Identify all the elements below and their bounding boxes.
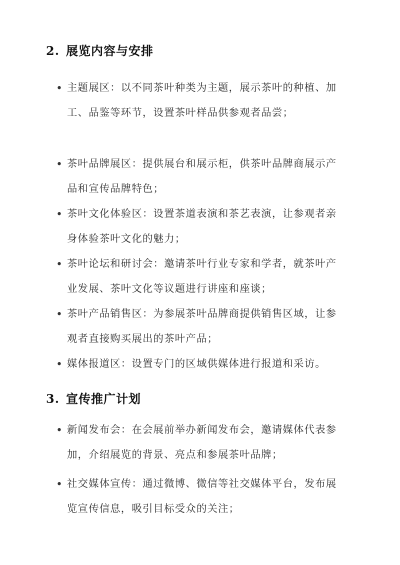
section-2-title: 展览内容与安排 xyxy=(66,44,154,58)
bullet-icon: • xyxy=(56,478,63,491)
list-item-text: 新闻发布会：在会展前举办新闻发布会，邀请媒体代表参加，介绍展览的背景、亮点和参展茶叶品牌； xyxy=(67,425,337,461)
list-item-text: 社交媒体宣传：通过微博、微信等社交媒体平台，发布展览宣传信息，吸引目标受众的关注； xyxy=(67,479,337,515)
list-item-text: 主题展区：以不同茶叶种类为主题，展示茶叶的种植、加工、品鉴等环节，设置茶叶样品供参观者品尝； xyxy=(67,83,337,119)
section-2-heading xyxy=(46,42,154,59)
list-item-text: 茶叶文化体验区：设置茶道表演和茶艺表演，让参观者亲身体验茶叶文化的魅力； xyxy=(67,209,337,245)
list-item xyxy=(56,418,346,468)
section-3-number: 3. xyxy=(46,392,60,406)
bullet-icon: • xyxy=(56,424,63,437)
bullet-icon: • xyxy=(56,158,63,171)
section-3-title: 宣传推广计划 xyxy=(66,392,142,406)
list-item xyxy=(56,252,346,302)
section-2-number: 2. xyxy=(46,44,60,58)
bullet-icon: • xyxy=(56,208,63,221)
list-item-text: 茶叶论坛和研讨会：邀请茶叶行业专家和学者，就茶叶产业发展、茶叶文化等议题进行讲座和座谈； xyxy=(67,259,337,295)
bullet-icon: • xyxy=(56,308,63,321)
bullet-icon: • xyxy=(56,82,63,95)
list-item xyxy=(56,472,346,522)
list-item xyxy=(56,352,346,377)
list-item xyxy=(56,152,346,202)
list-item-text: 媒体报道区：设置专门的区域供媒体进行报道和采访。 xyxy=(67,359,326,370)
bullet-icon: • xyxy=(56,258,63,271)
section-3-heading xyxy=(46,390,141,407)
list-item xyxy=(56,202,346,252)
list-item-text: 茶叶产品销售区：为参展茶叶品牌商提供销售区域，让参观者直接购买展出的茶叶产品； xyxy=(67,309,337,345)
list-item-text: 茶叶品牌展区：提供展台和展示柜，供茶叶品牌商展示产品和宣传品牌特色； xyxy=(67,159,337,195)
list-item xyxy=(56,76,346,126)
bullet-icon: • xyxy=(56,358,63,371)
list-item xyxy=(56,302,346,352)
